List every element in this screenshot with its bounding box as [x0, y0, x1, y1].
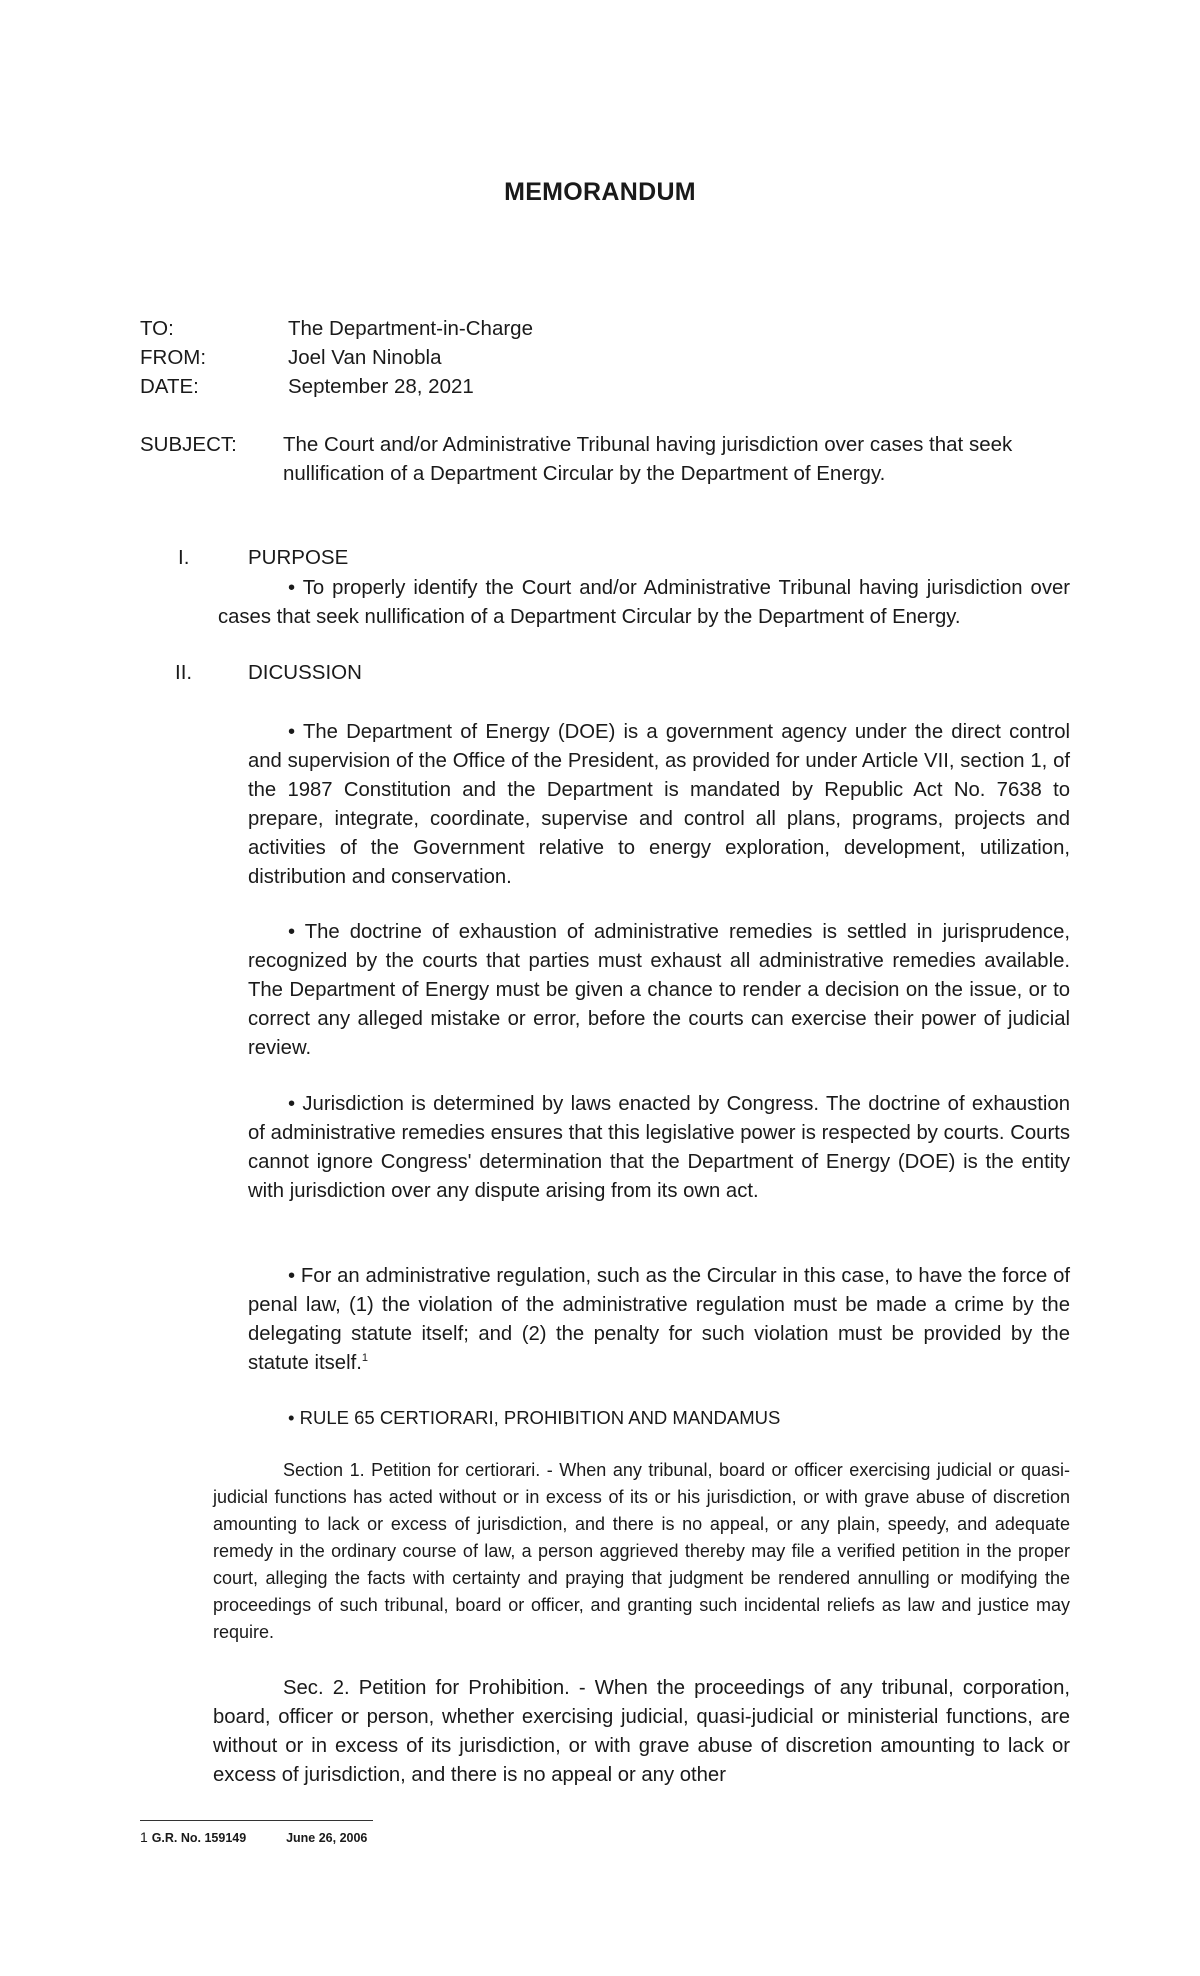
footnote-number: 1: [140, 1829, 148, 1845]
from-value: Joel Van Ninobla: [288, 346, 442, 369]
discussion-number: II.: [175, 661, 193, 684]
discussion-paragraph-4-text: • For an administrative regulation, such as the Circular in this case, to have the force of penal law, (1) the violation of the administrative regulation must be made a crime by the delegating statute itself; and (2) the penalty for such violation must be provided by the statute itself.: [248, 1265, 1070, 1374]
footnote-case: G.R. No. 159149: [151, 1831, 247, 1845]
footnote-divider: [140, 1820, 373, 1821]
from-label: FROM:: [140, 346, 207, 369]
rule-section-1: Section 1. Petition for certiorari. - When any tribunal, board or officer exercising judicial or quasi- judicial functions has acted without or in excess of its or his jurisdiction, or with grave abuse of discretion amounting to lack or excess of jurisdiction, and there is no appeal, or any plain, speedy, and adequate remedy in the ordinary course of law, a person aggrieved thereby may file a verified petition in the proper court, alleging the facts with certainty and praying that judgment be rendered annulling or modifying the proceedings of such tribunal, board or officer, and granting such incidental reliefs as law and justice may require.: [213, 1460, 1070, 1642]
date-value: September 28, 2021: [288, 375, 474, 398]
discussion-paragraph-4: [248, 1262, 1070, 1378]
discussion-paragraph-3: • Jurisdiction is determined by laws enacted by Congress. The doctrine of exhaustion of administrative remedies ensures that this legislative power is respected by courts. Courts cannot ignore Congress' determination that the Department of Energy (DOE) is the entity with jurisdiction over any dispute arising from its own act.: [248, 1093, 1070, 1202]
rule-65-title: • RULE 65 CERTIORARI, PROHIBITION AND MANDAMUS: [288, 1407, 781, 1428]
footnote-ref: 1: [361, 1352, 368, 1365]
discussion-title: DICUSSION: [248, 661, 362, 684]
to-value: The Department-in-Charge: [288, 317, 533, 340]
subject-label: SUBJECT:: [140, 433, 237, 456]
purpose-text: • To properly identify the Court and/or Administrative Tribunal having jurisdiction over cases that seek nullification of a Department Circular by the Department of Energy.: [218, 577, 1070, 628]
to-label: TO:: [140, 317, 174, 340]
rule-section-2: Sec. 2. Petition for Prohibition. - When the proceedings of any tribunal, corporation, board, officer or person, whether exercising judicial, quasi-judicial or ministerial functions, are without or in excess of its jurisdiction, or with grave abuse of discretion amounting to lack or excess of jurisdiction, and there is no appeal or any other: [213, 1677, 1070, 1786]
purpose-title: PURPOSE: [248, 546, 349, 569]
subject-value: The Court and/or Administrative Tribunal having jurisdiction over cases that seek nullification of a Department Circular by the Department of Energy.: [283, 433, 1013, 485]
purpose-number: I.: [178, 546, 190, 569]
date-label: DATE:: [140, 375, 199, 398]
footnote: [140, 1829, 367, 1845]
discussion-paragraph-1: • The Department of Energy (DOE) is a government agency under the direct control and supervision of the Office of the President, as provided for under Article VII, section 1, of the 1987 Constitution and the Department is mandated by Republic Act No. 7638 to prepare, integrate, coordinate, supervise and control all plans, programs, projects and activities of the Government relative to energy exploration, development, utilization, distribution and conservation.: [248, 721, 1070, 888]
discussion-paragraph-2: • The doctrine of exhaustion of administrative remedies is settled in jurisprudence, recognized by the courts that parties must exhaust all administrative remedies available. The Department of Energy must be given a chance to render a decision on the issue, or to correct any alleged mistake or error, before the courts can exercise their power of judicial review.: [248, 921, 1070, 1059]
footnote-date: June 26, 2006: [286, 1831, 368, 1845]
memo-title: MEMORANDUM: [504, 178, 696, 206]
